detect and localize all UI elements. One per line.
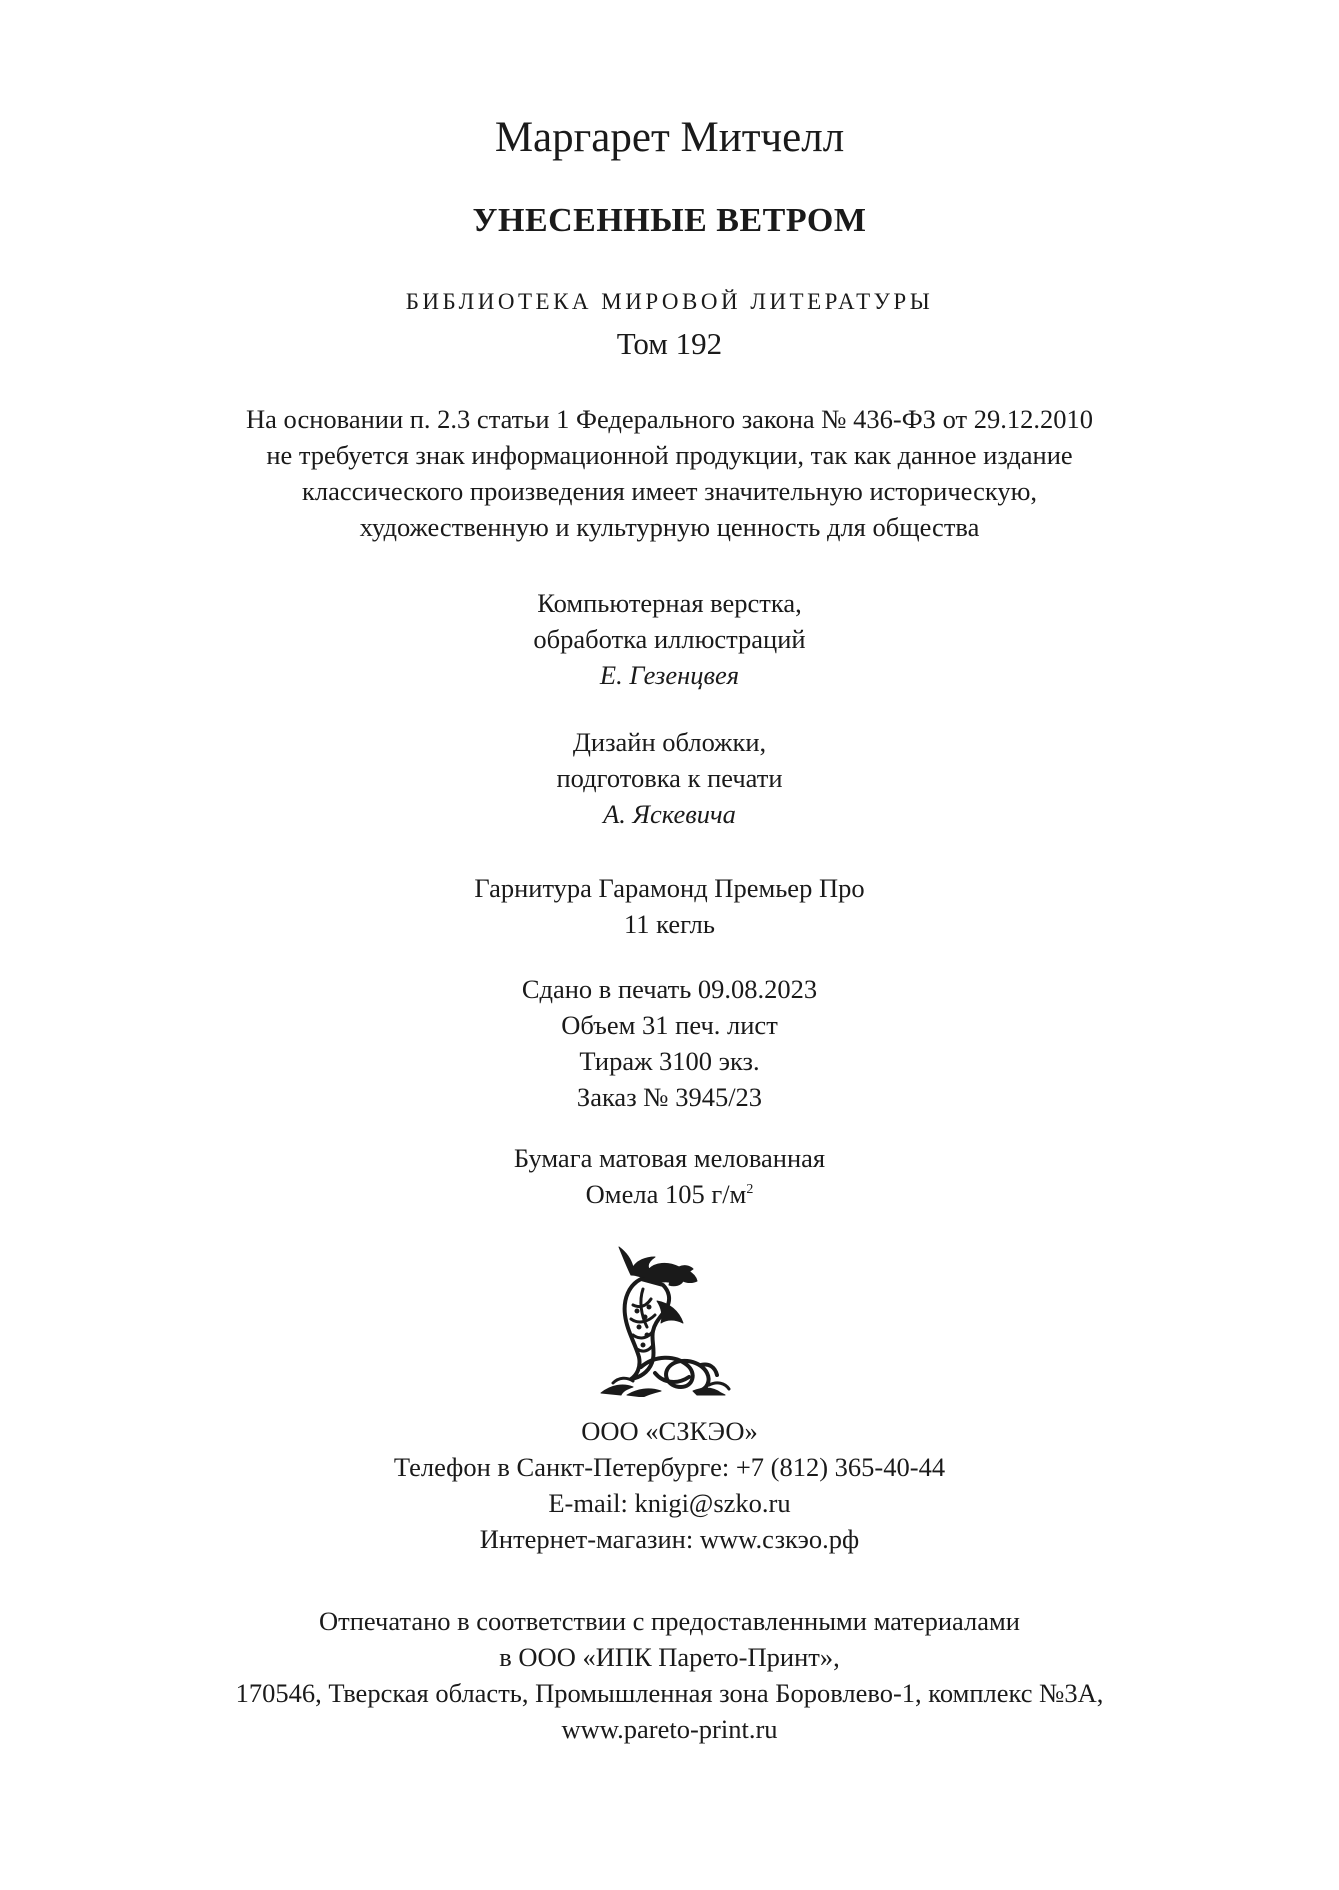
legal-notice-line: не требуется знак информационной продукции, так как данное издание [266, 440, 1073, 470]
volume-number: Том 192 [616, 326, 723, 361]
paper-line [0, 1176, 1339, 1212]
publisher-info [0, 1413, 1339, 1557]
cover-credit-line: Дизайн обложки, [572, 727, 767, 757]
paper-info [0, 1140, 1339, 1212]
dragon-emblem-icon [597, 1245, 741, 1397]
legal-notice-line: классического произведения имеет значительную историческую, [301, 476, 1038, 506]
paper-line: Бумага матовая мелованная [513, 1143, 826, 1173]
print-info [0, 971, 1339, 1115]
legal-notice [0, 401, 1339, 545]
book-title: УНЕСЕННЫЕ ВЕТРОМ [472, 202, 867, 239]
print-info-line: Тираж 3100 экз. [579, 1046, 760, 1076]
printer-line: Отпечатано в соответствии с предоставленными материалами [319, 1606, 1020, 1636]
layout-credit-line: Компьютерная верстка, [537, 588, 802, 618]
paper-weight: Омела 105 г/м [585, 1179, 747, 1209]
layout-credit-name: Е. Гезенцвея [599, 660, 740, 690]
printer-website: www.pareto-print.ru [561, 1714, 778, 1744]
publisher-email: E-mail: knigi@szko.ru [548, 1488, 791, 1518]
layout-credit [0, 585, 1339, 693]
cover-credit-line: подготовка к печати [556, 763, 783, 793]
printer-info [0, 1603, 1339, 1747]
publisher-phone: Телефон в Санкт-Петербурге: +7 (812) 365-40-44 [393, 1452, 946, 1482]
legal-notice-line: На основании п. 2.3 статьи 1 Федерального закона № 436-ФЗ от 29.12.2010 [246, 404, 1093, 434]
print-info-line: Объем 31 печ. лист [561, 1010, 778, 1040]
printer-address: 170546, Тверская область, Промышленная зона Боровлево-1, комплекс №3А, [235, 1678, 1104, 1708]
publisher-name: ООО «СЗКЭО» [581, 1416, 758, 1446]
author-name: Маргарет Митчелл [494, 114, 845, 161]
paper-unit-superscript: 2 [746, 1182, 754, 1198]
print-info-line: Сдано в печать 09.08.2023 [521, 974, 818, 1004]
layout-credit-line: обработка иллюстраций [533, 624, 806, 654]
legal-notice-line: художественную и культурную ценность для общества [359, 512, 980, 542]
publisher-shop: Интернет-магазин: www.сзкэо.рф [479, 1524, 860, 1554]
cover-credit-name: А. Яскевича [603, 799, 736, 829]
cover-credit [0, 724, 1339, 832]
series-name: БИБЛИОТЕКА МИРОВОЙ ЛИТЕРАТУРЫ [405, 289, 934, 314]
typeface-line: 11 кегль [624, 909, 715, 939]
print-info-line: Заказ № 3945/23 [576, 1082, 763, 1112]
typeface-line: Гарнитура Гарамонд Премьер Про [474, 873, 865, 903]
printer-line: в ООО «ИПК Парето-Принт», [499, 1642, 840, 1672]
typeface-info [0, 870, 1339, 942]
